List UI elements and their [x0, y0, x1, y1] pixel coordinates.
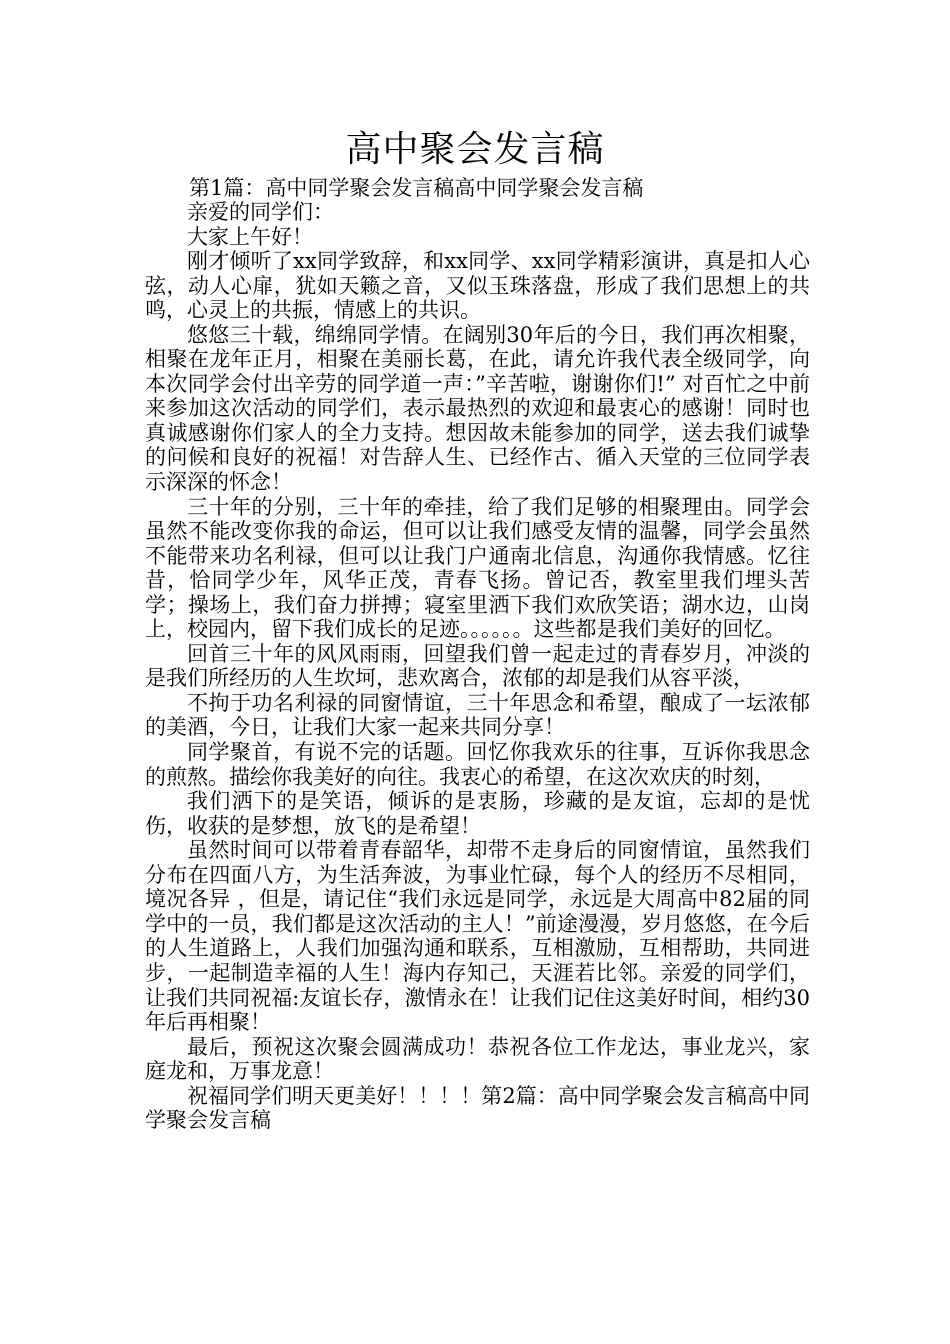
paragraph-7: 我们洒下的是笑语，倾诉的是衷肠，珍藏的是友谊，忘却的是忧伤，收获的是梦想，放飞的是希望！ [145, 789, 810, 838]
paragraph-2: 悠悠三十载，绵绵同学情。在阔别30年后的今日，我们再次相聚，相聚在龙年正月，相聚在美丽长葛，在此，请允许我代表全级同学，向本次同学会付出辛劳的同学道一声：”辛苦啦，谢谢你们!” 对百忙之中前来参加这次活动的同学们，表示最热烈的欢迎和最衷心的感谢！同时也真诚感谢你们家人的全力支持。想因故未能参加的同学，送去我们诚挚的问候和良好的祝福！对告辞人生、已经作古、循入天堂的三位同学表示深深的怀念！ [145, 322, 810, 495]
paragraph-1: 刚才倾听了xx同学致辞，和xx同学、xx同学精彩演讲，真是扣人心弦，动人心扉，犹如天籁之音，又似玉珠落盘，形成了我们思想上的共鸣，心灵上的共振，情感上的共识。 [145, 249, 810, 323]
paragraph-5: 不拘于功名利禄的同窗情谊，三十年思念和希望，酿成了一坛浓郁的美酒，今日，让我们大家一起来共同分享！ [145, 690, 810, 740]
paragraph-6: 同学聚首，有说不完的话题。回忆你我欢乐的往事，互诉你我思念的煎熬。描绘你我美好的向往。我衷心的希望，在这次欢庆的时刻， [145, 740, 810, 789]
paragraph-4: 回首三十年的风风雨雨，回望我们曾一起走过的青春岁月，冲淡的是我们所经历的人生坎坷，悲欢离合，浓郁的却是我们从容平淡， [145, 641, 810, 691]
paragraph-10: 祝福同学们明天更美好！！！！第2篇：高中同学聚会发言稿高中同学聚会发言稿 [145, 1083, 810, 1133]
document-title: 高中聚会发言稿 [345, 129, 605, 170]
paragraph-salutation: 亲爱的同学们： [187, 200, 334, 224]
paragraph-greeting: 大家上午好！ [187, 224, 313, 249]
section-heading: 第1篇：高中同学聚会发言稿高中同学聚会发言稿 [189, 176, 644, 200]
document-body [145, 200, 810, 1133]
paragraph-9: 最后，预祝这次聚会圆满成功！恭祝各位工作龙达，事业龙兴，家庭龙和，万事龙意！ [145, 1034, 810, 1084]
paragraph-3: 三十年的分别，三十年的牵挂，给了我们足够的相聚理由。同学会虽然不能改变你我的命运，但可以让我们感受友情的温馨，同学会虽然不能带来功名利禄，但可以让我门户通南北信息，沟通你我情感。忆往昔，恰同学少年，风华正茂，青春飞扬。曾记否，教室里我们埋头苦学；操场上，我们奋力拼搏；寝室里洒下我们欢欣笑语；湖水边，山岗上，校园内，留下我们成长的足迹。。。。。。这些都是我们美好的回忆。 [145, 494, 810, 642]
paragraph-8: 虽然时间可以带着青春韶华，却带不走身后的同窗情谊，虽然我们分布在四面八方，为生活奔波，为事业忙碌，每个人的经历不尽相同，境况各异 ，但是，请记住“我们永远是同学，永远是大周高中82届的同学中的一员，我们都是这次活动的主人！”前途漫漫，岁月悠悠，在今后的人生道路上，人我们加强沟通和联系，互相激励，互相帮助，共同进步，一起制造幸福的人生！海内存知己，天涯若比邻。亲爱的同学们，让我们共同祝福:友谊长存，激情永在！让我们记住这美好时间，相约30年后再相聚！ [145, 838, 810, 1035]
